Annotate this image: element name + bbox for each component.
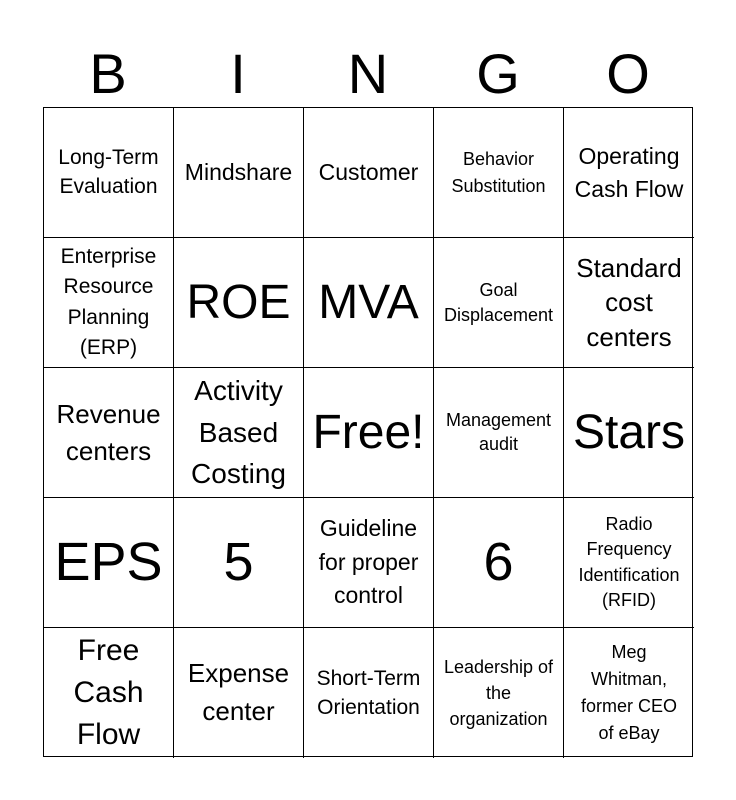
cell-text: Enterprise Resource Planning (ERP) [60, 244, 157, 359]
cell-text: Management audit [445, 410, 552, 454]
bingo-cell[interactable] [44, 108, 174, 238]
bingo-cell[interactable] [174, 628, 304, 758]
bingo-cell[interactable] [174, 368, 304, 498]
bingo-header [43, 40, 693, 108]
bingo-card-grid [43, 107, 693, 757]
bingo-cell[interactable] [304, 238, 434, 368]
cell-text: Goal Displacement [443, 280, 554, 325]
bingo-cell[interactable] [434, 238, 564, 368]
header-letter-o: O [606, 42, 650, 105]
cell-text: Expense center [187, 658, 290, 726]
header-letter-n: N [347, 42, 389, 105]
cell-text: Free Cash Flow [73, 634, 144, 751]
cell-text: Operating Cash Flow [574, 143, 684, 202]
cell-text: Stars [572, 405, 686, 459]
header-letter-i: I [230, 42, 246, 105]
cell-text: Behavior Substitution [451, 149, 546, 196]
cell-text: 6 [483, 532, 514, 593]
cell-text: Mindshare [184, 159, 293, 186]
bingo-cell[interactable] [564, 238, 694, 368]
cell-text: Customer [318, 159, 419, 186]
bingo-cell[interactable] [564, 498, 694, 628]
bingo-cell[interactable] [44, 498, 174, 628]
cell-text: Long-Term Evaluation [58, 145, 159, 198]
cell-text: EPS [54, 532, 163, 593]
bingo-cell[interactable] [434, 628, 564, 758]
cell-text: ROE [186, 275, 291, 329]
bingo-cell[interactable] [434, 108, 564, 238]
cell-text: Free! [312, 405, 425, 459]
bingo-cell[interactable] [174, 238, 304, 368]
bingo-cell[interactable] [434, 498, 564, 628]
bingo-cell[interactable] [44, 238, 174, 368]
cell-text: Revenue centers [56, 399, 161, 466]
cell-text: Meg Whitman, former CEO of eBay [580, 642, 677, 743]
bingo-cell[interactable] [174, 498, 304, 628]
cell-text: Activity Based Costing [191, 375, 286, 490]
cell-text: Short-Term Orientation [316, 666, 421, 719]
cell-text: Guideline for proper control [318, 515, 419, 609]
header-letter-b: B [89, 42, 127, 105]
cell-text: 5 [223, 532, 254, 593]
bingo-cell[interactable] [44, 368, 174, 498]
bingo-cell[interactable] [564, 108, 694, 238]
bingo-cell[interactable] [44, 628, 174, 758]
bingo-cell[interactable] [304, 368, 434, 498]
bingo-cell[interactable] [564, 628, 694, 758]
bingo-cell[interactable] [564, 368, 694, 498]
cell-text: Standard cost centers [576, 253, 682, 352]
cell-text: Leadership of the organization [443, 656, 554, 730]
cell-text: Radio Frequency Identification (RFID) [578, 514, 680, 610]
bingo-cell[interactable] [304, 108, 434, 238]
bingo-cell[interactable] [304, 628, 434, 758]
bingo-cell[interactable] [174, 108, 304, 238]
bingo-cell[interactable] [434, 368, 564, 498]
cell-text: MVA [318, 275, 419, 329]
bingo-cell[interactable] [304, 498, 434, 628]
header-letter-g: G [476, 42, 520, 105]
